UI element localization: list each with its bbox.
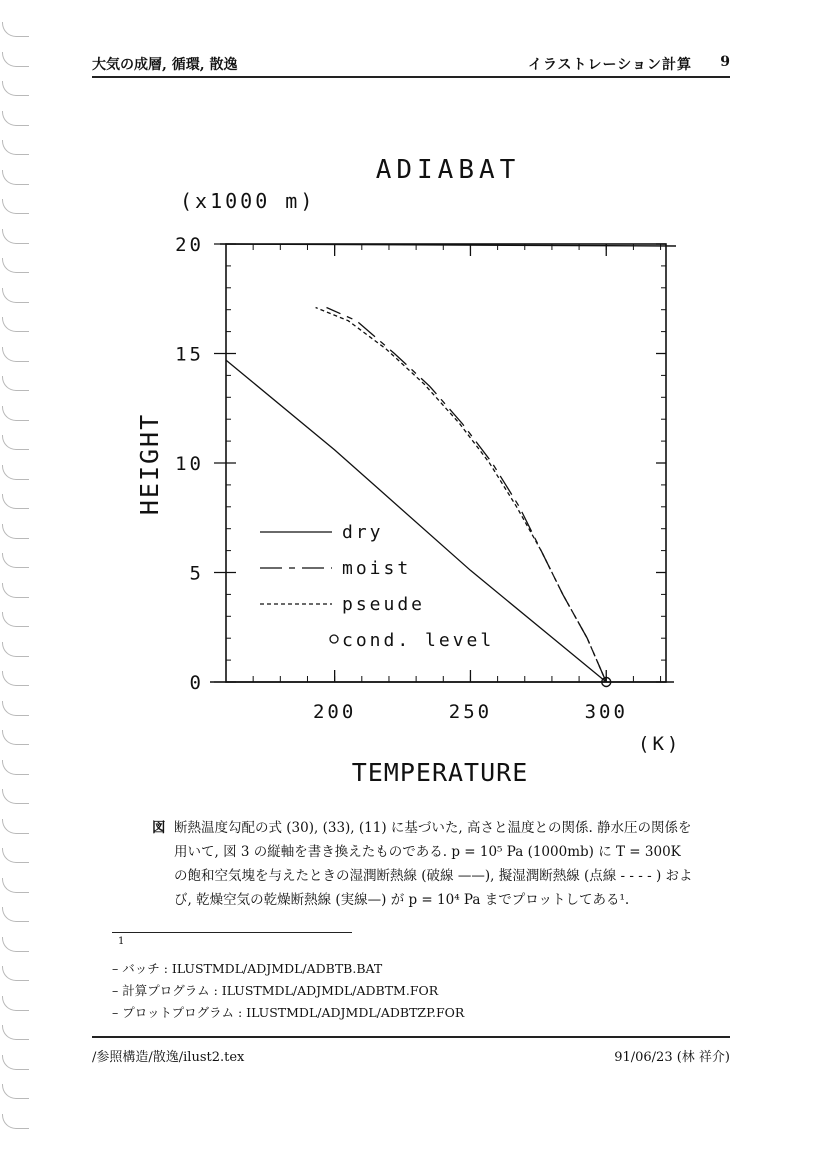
figure-caption <box>152 816 697 912</box>
x-tick-label: 250 <box>448 701 493 723</box>
legend-label: moist <box>342 558 412 579</box>
binder-ring-mark <box>2 52 29 67</box>
x-axis-unit: (K) <box>638 733 682 755</box>
binder-ring-mark <box>2 907 29 922</box>
adiabat-chart <box>110 140 710 800</box>
binder-ring-mark <box>2 878 29 893</box>
binder-ring-mark <box>2 1025 29 1040</box>
plot-frame <box>226 244 666 682</box>
y-tick-label: 0 <box>189 672 204 694</box>
footnote-rule <box>112 932 352 933</box>
header-section-title: 大気の成層, 循環, 散逸 <box>92 57 238 73</box>
binder-ring-mark <box>2 465 29 480</box>
binder-ring-mark <box>2 937 29 952</box>
footer-file-path: /参照構造/散逸/ilust2.tex <box>92 1050 245 1065</box>
footnote-item: – 計算プログラム : ILUSTMDL/ADJMDL/ADBTM.FOR <box>112 983 439 998</box>
chart-title: ADIABAT <box>375 155 521 185</box>
binder-ring-mark <box>2 111 29 126</box>
page-footer <box>92 1036 730 1068</box>
page-number: 9 <box>720 54 730 70</box>
series-line-moist <box>327 308 607 683</box>
binder-ring-mark <box>2 435 29 450</box>
x-tick-label: 200 <box>312 701 357 723</box>
binder-ring-mark <box>2 229 29 244</box>
series-line-pseude <box>316 308 607 683</box>
footnote-list <box>112 958 464 1024</box>
legend-label: dry <box>342 522 384 543</box>
binder-ring-mark <box>2 730 29 745</box>
binder-ring-mark <box>2 199 29 214</box>
binder-ring-mark <box>2 819 29 834</box>
binder-ring-mark <box>2 671 29 686</box>
y-axis-label: HEIGHT <box>135 412 164 516</box>
x-axis-label: TEMPERATURE <box>351 758 529 787</box>
footnote-marker: 1 <box>118 936 125 947</box>
caption-text: 断熱温度勾配の式 (30), (33), (11) に基づいた, 高さと温度との関係. 静水圧の関係を用いて, 図 3 の縦軸を書き換えたものである. p = 10⁵ Pa (1000mb) に T = 300K の飽和空気塊を与えたときの湿潤断熱線 (破線 ——), 擬湿潤断熱線 (点線 - - - - ) および, 乾燥空気の乾燥断熱線 (実線—) が p = 10⁴ Pa までプロットしてある¹. <box>174 820 693 908</box>
binder-ring-mark <box>2 642 29 657</box>
y-tick-label: 10 <box>175 453 204 475</box>
legend-label: cond. level <box>342 630 495 651</box>
binder-ring-mark <box>2 966 29 981</box>
binder-ring-mark <box>2 583 29 598</box>
binder-ring-mark <box>2 760 29 775</box>
binder-ring-mark <box>2 612 29 627</box>
binder-ring-mark <box>2 1055 29 1070</box>
legend-symbol-condlevel <box>330 635 338 643</box>
y-axis-unit: (x1000 m) <box>180 189 316 213</box>
y-tick-label: 5 <box>189 562 204 585</box>
footnote-item: – バッチ : ILUSTMDL/ADJMDL/ADBTB.BAT <box>112 961 383 976</box>
binder-ring-mark <box>2 376 29 391</box>
binder-ring-mark <box>2 1114 29 1129</box>
binder-ring-mark <box>2 140 29 155</box>
binder-ring-mark <box>2 170 29 185</box>
binder-ring-mark <box>2 258 29 273</box>
binder-ring-mark <box>2 494 29 509</box>
footnote-item: – プロットプログラム : ILUSTMDL/ADJMDL/ADBTZP.FOR <box>112 1005 465 1020</box>
binder-ring-mark <box>2 81 29 96</box>
binder-ring-mark <box>2 996 29 1011</box>
legend-label: pseude <box>342 594 426 615</box>
x-tick-label: 300 <box>584 701 628 723</box>
y-tick-label: 15 <box>175 343 204 366</box>
footer-date-author: 91/06/23 (林 祥介) <box>614 1050 730 1065</box>
binder-ring-mark <box>2 406 29 421</box>
binder-ring-mark <box>2 701 29 716</box>
binder-ring-mark <box>2 553 29 568</box>
header-chapter-title: イラストレーション計算 <box>527 57 692 73</box>
binder-ring-mark <box>2 848 29 863</box>
binder-ring-mark <box>2 22 29 37</box>
binder-ring-mark <box>2 288 29 303</box>
binder-ring-mark <box>2 1084 29 1099</box>
binder-ring-mark <box>2 347 29 362</box>
binder-ring-mark <box>2 789 29 804</box>
binder-ring-mark <box>2 317 29 332</box>
binder-ring-mark <box>2 524 29 539</box>
page-header <box>92 52 730 78</box>
y-tick-label: 20 <box>175 234 204 256</box>
caption-label: 図 <box>152 820 166 836</box>
